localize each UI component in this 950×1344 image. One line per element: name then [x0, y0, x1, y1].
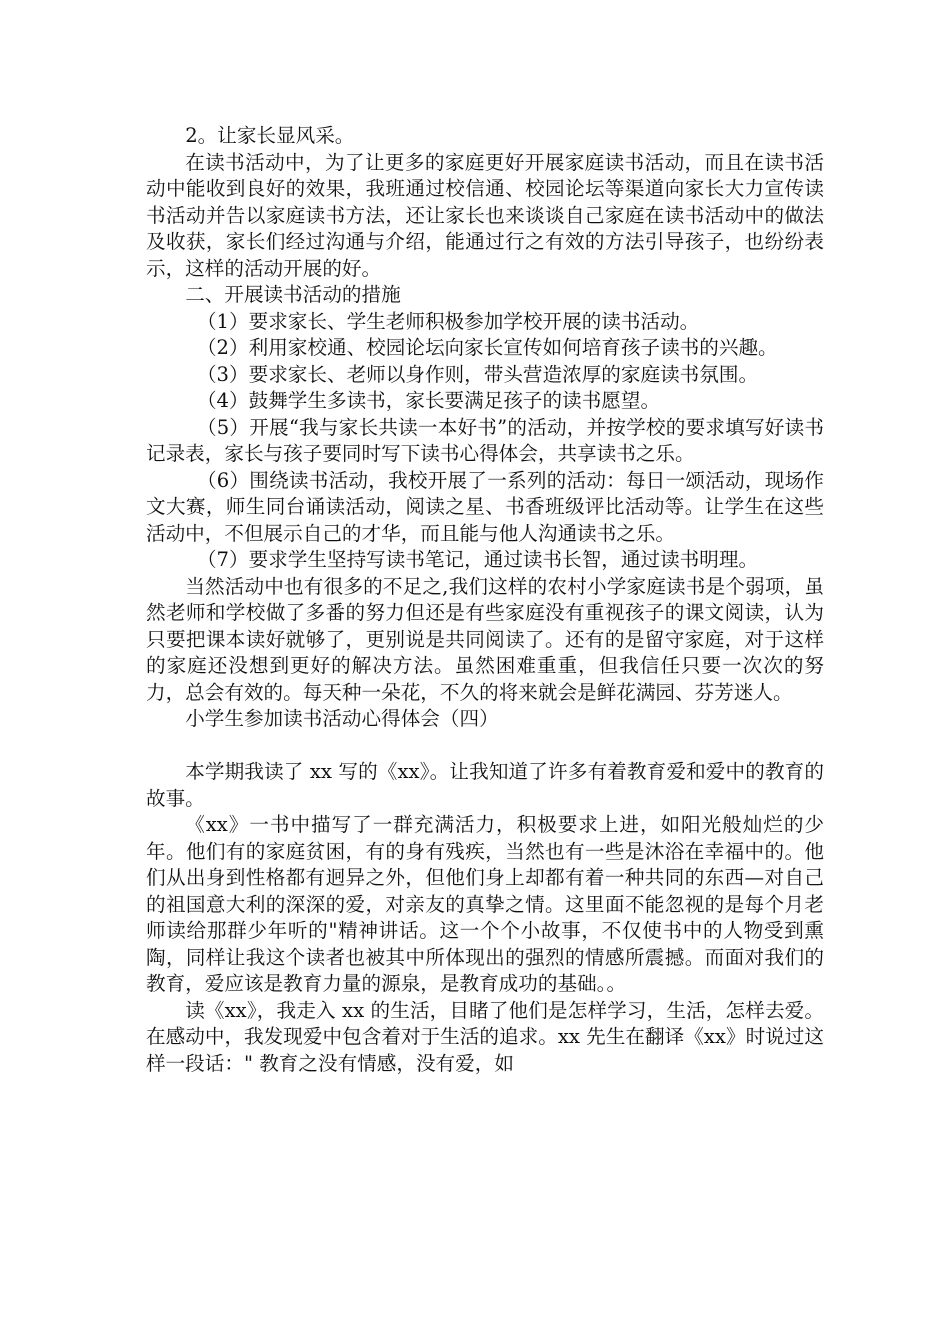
essay-title: 小学生参加读书活动心得体会（四） — [185, 707, 499, 730]
section-title: 2。让家长显风采。 — [185, 124, 355, 147]
document-page — [146, 123, 824, 1077]
measure-item: （3）要求家长、老师以身作则，带头营造浓厚的家庭读书氛围。 — [196, 362, 759, 386]
measure-item: （7）要求学生坚持写读书笔记，通过读书长智，通过读书明理。 — [196, 548, 759, 571]
essay-paragraph: 读《xx》，我走入 xx 的生活，目睹了他们是怎样学习，生活，怎样去爱。在感动中，我发现爱中包含着对于生活的追求。xx 先生在翻译《xx》时说过这样一段话：" 教育之没有情感，没有爱，如 — [146, 998, 824, 1075]
measure-item: （6）围绕读书活动，我校开展了一系列的活动：每日一颂活动，现场作文大赛，师生同台诵读活动，阅读之星、书香班级评比活动等。让学生在这些活动中，不但展示自己的才华，而且能与他人沟通读书之乐。 — [146, 468, 824, 545]
measure-item: （2）利用家校通、校园论坛向家长宣传如何培育孩子读书的兴趣。 — [196, 336, 778, 359]
measure-item: （4）鼓舞学生多读书，家长要满足孩子的读书愿望。 — [196, 389, 661, 412]
measure-item: （5）开展“我与家长共读一本好书”的活动，并按学校的要求填写好读书记录表，家长与孩子要同时写下读书心得体会，共享读书之乐。 — [146, 415, 824, 465]
essay-paragraph: 《xx》一书中描写了一群充满活力，积极要求上进，如阳光般灿烂的少年。他们有的家庭贫困，有的身有残疾，当然也有一些是沐浴在幸福中的。他们从出身到性格都有迥异之外，但他们身上却都有着一种共同的东西—对自己的祖国意大利的深深的爱，对亲友的真挚之情。这里面不能忽视的是每个月老师读给那群少年听的"精神讲话。这一个个小故事，不仅使书中的人物受到熏陶，同样让我这个读者也被其中所体现出的强烈的情感所震撼。而面对我们的教育，爱应该是教育力量的源泉，是教育成功的基础。。 — [146, 813, 824, 995]
shortcomings-paragraph: 当然活动中也有很多的不足之,我们这样的农村小学家庭读书是个弱项，虽然老师和学校做了多番的努力但还是有些家庭没有重视孩子的课文阅读，认为只要把课本读好就够了，更别说是共同阅读了。还有的是留守家庭，对于这样的家庭还没想到更好的解决方法。虽然困难重重，但我信任只要一次次的努力，总会有效的。每天种一朵花，不久的将来就会是鲜花满园、芬芳迷人。 — [146, 574, 824, 704]
essay-paragraph: 本学期我读了 xx 写的《xx》。让我知道了许多有着教育爱和爱中的教育的故事。 — [146, 760, 824, 810]
measures-heading: 二、开展读书活动的措施 — [185, 283, 401, 306]
blank-line — [146, 733, 824, 760]
section-paragraph: 在读书活动中，为了让更多的家庭更好开展家庭读书活动，而且在读书活动中能收到良好的效果，我班通过校信通、校园论坛等渠道向家长大力宣传读书活动并告以家庭读书方法，还让家长也来谈谈自己家庭在读书活动中的做法及收获，家长们经过沟通与介绍，能通过行之有效的方法引导孩子，也纷纷表示，这样的活动开展的好。 — [146, 150, 824, 280]
measure-item: （1）要求家长、学生老师积极参加学校开展的读书活动。 — [196, 309, 700, 333]
